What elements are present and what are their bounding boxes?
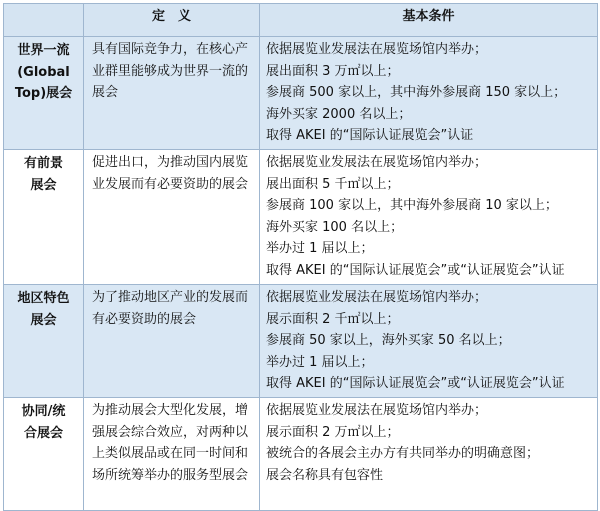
exhibition-type-line: 合展会 — [23, 425, 63, 441]
table-header-row — [4, 4, 598, 37]
header-conditions: 基本条件 — [260, 4, 598, 37]
condition-item: 举办过 1 届以上； — [266, 241, 374, 256]
exhibition-type-line: 有前景 — [23, 156, 63, 171]
condition-item: 依据展览业发展法在展览场馆内举办； — [266, 290, 488, 305]
exhibition-classification-table — [3, 3, 598, 511]
exhibition-classification-table-container — [3, 3, 597, 496]
definition-cell: 促进出口，为推动国内展览业发展而有必要资助的展会 — [84, 150, 260, 285]
header-definition: 定 义 — [84, 4, 260, 37]
exhibition-type-cell — [4, 37, 84, 150]
definition-cell: 为推动展会大型化发展，增强展会综合效应，对两种以上类似展品或在同一时间和场所统筹举办的服务型展会 — [84, 398, 260, 511]
condition-item: 海外买家 100 名以上； — [266, 219, 404, 235]
condition-item: 依据展览业发展法在展览场馆内举办； — [266, 42, 488, 57]
exhibition-type-cell — [4, 150, 84, 285]
conditions-cell — [260, 285, 598, 398]
table-row — [4, 37, 598, 150]
exhibition-type-line: 展会 — [30, 177, 57, 193]
exhibition-type-line: 展会 — [30, 312, 57, 328]
condition-item: 展示面积 2 千㎡以上； — [266, 311, 400, 327]
exhibition-type-line: 世界一流 — [17, 43, 70, 58]
header-type-cell — [4, 4, 84, 37]
table-row — [4, 285, 598, 398]
condition-item: 展会名称具有包容性 — [266, 467, 384, 483]
exhibition-type-line: 地区特色 — [17, 291, 70, 306]
condition-item: 取得 AKEI 的“国际认证展览会”或“认证展览会”认证 — [266, 376, 565, 391]
condition-item: 取得 AKEI 的“国际认证展览会”或“认证展览会”认证 — [266, 262, 565, 278]
condition-item: 取得 AKEI 的“国际认证展览会”认证 — [266, 128, 474, 143]
condition-item: 海外买家 2000 名以上； — [266, 106, 412, 122]
table-row — [4, 398, 598, 511]
condition-item: 依据展览业发展法在展览场馆内举办； — [266, 155, 488, 170]
conditions-cell — [260, 37, 598, 150]
exhibition-type-line: Top)展会 — [14, 86, 73, 101]
definition-cell: 具有国际竞争力，在核心产业群里能够成为世界一流的展会 — [84, 37, 260, 150]
condition-item: 举办过 1 届以上； — [266, 354, 374, 370]
condition-item: 参展商 500 家以上，其中海外参展商 150 家以上； — [266, 85, 567, 100]
exhibition-type-line: 协同/统 — [21, 404, 66, 419]
condition-item: 参展商 100 家以上，其中海外参展商 10 家以上； — [266, 198, 558, 213]
exhibition-type-line: (Global — [17, 64, 70, 80]
condition-item: 展示面积 2 万㎡以上； — [266, 424, 400, 440]
condition-item: 被统合的各展会主办方有共同举办的明确意图； — [266, 446, 540, 461]
condition-item: 展出面积 5 千㎡以上； — [266, 176, 400, 192]
exhibition-type-cell — [4, 398, 84, 511]
condition-item: 展出面积 3 万㎡以上； — [266, 63, 400, 79]
condition-item: 参展商 50 家以上，海外买家 50 名以上； — [266, 333, 511, 348]
conditions-cell — [260, 398, 598, 511]
condition-item: 依据展览业发展法在展览场馆内举办； — [266, 403, 488, 418]
definition-cell: 为了推动地区产业的发展而有必要资助的展会 — [84, 285, 260, 398]
conditions-cell — [260, 150, 598, 285]
table-row — [4, 150, 598, 285]
exhibition-type-cell — [4, 285, 84, 398]
